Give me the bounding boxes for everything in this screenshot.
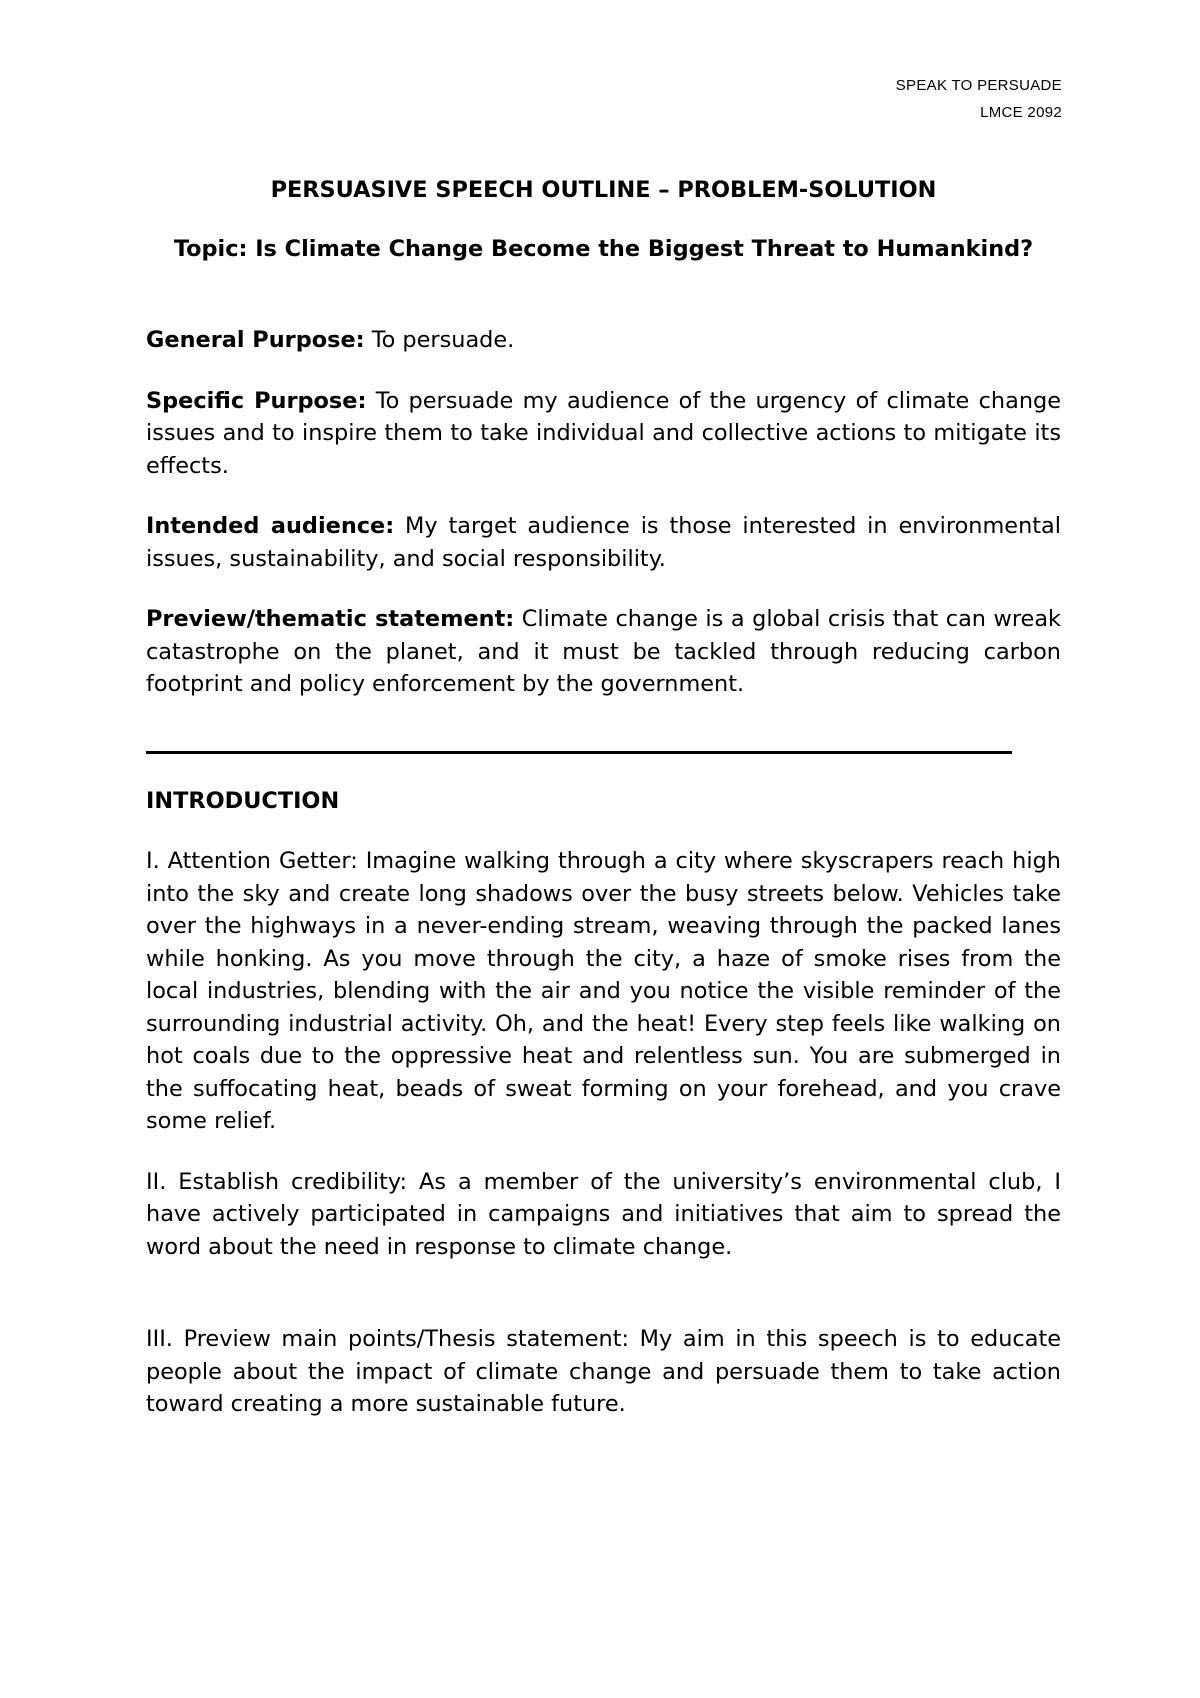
horizontal-divider xyxy=(146,751,1012,754)
general-purpose xyxy=(146,324,1061,357)
document-topic: Topic: Is Climate Change Become the Biggest Threat to Humankind? xyxy=(173,235,1034,262)
intended-audience-label: Intended audience: xyxy=(146,513,395,539)
header-course-title: SPEAK TO PERSUADE xyxy=(895,77,1062,94)
document-title: PERSUASIVE SPEECH OUTLINE – PROBLEM-SOLUTION xyxy=(270,177,937,203)
general-purpose-label: General Purpose: xyxy=(146,327,365,353)
intended-audience xyxy=(146,510,1061,575)
preview-statement xyxy=(146,603,1061,701)
establish-credibility: II. Establish credibility: As a member of the university’s environmental club, I have actively participated in campaigns and initiatives that aim to spread the word about the need in response to climate change. xyxy=(146,1168,1061,1260)
specific-purpose xyxy=(146,385,1061,483)
thesis-statement: III. Preview main points/Thesis statement: My aim in this speech is to educate people about the impact of climate change and persuade them to take action toward creating a more sustainable future. xyxy=(146,1326,1061,1417)
specific-purpose-label: Specific Purpose: xyxy=(146,387,367,414)
document-body xyxy=(146,174,1061,1421)
preview-statement-label: Preview/thematic statement: xyxy=(146,606,515,632)
attention-getter: I. Attention Getter: Imagine walking through a city where skyscrapers reach high into the sky and create long shadows over the busy streets below. Vehicles take over the highways in a never-ending stream, weaving through the packed lanes while honking. As you move through the city, a haze of smoke rises from the local industries, blending with the air and you notice the visible reminder of the surrounding industrial activity. Oh, and the heat! Every step feels like walking on hot coals due to the oppressive heat and relentless sun. You are submerged in the suffocating heat, beads of sweat forming on your forehead, and you crave some relief. xyxy=(146,848,1061,1134)
header-course-code: LMCE 2092 xyxy=(980,104,1062,121)
general-purpose-text: To persuade. xyxy=(364,327,515,353)
specific-purpose-text: To persuade my audience of the urgency of climate change issues and to inspire them to take individual and collective actions to mitigate its effects. xyxy=(146,387,1061,479)
page-header xyxy=(896,72,1062,126)
introduction-heading: INTRODUCTION xyxy=(146,787,340,814)
intended-audience-text: My target audience is those interested in environmental issues, sustainability, and social responsibility. xyxy=(146,513,1061,572)
preview-statement-text: Climate change is a global crisis that can wreak catastrophe on the planet, and it must be tackled through reducing carbon footprint and policy enforcement by the government. xyxy=(146,606,1062,697)
